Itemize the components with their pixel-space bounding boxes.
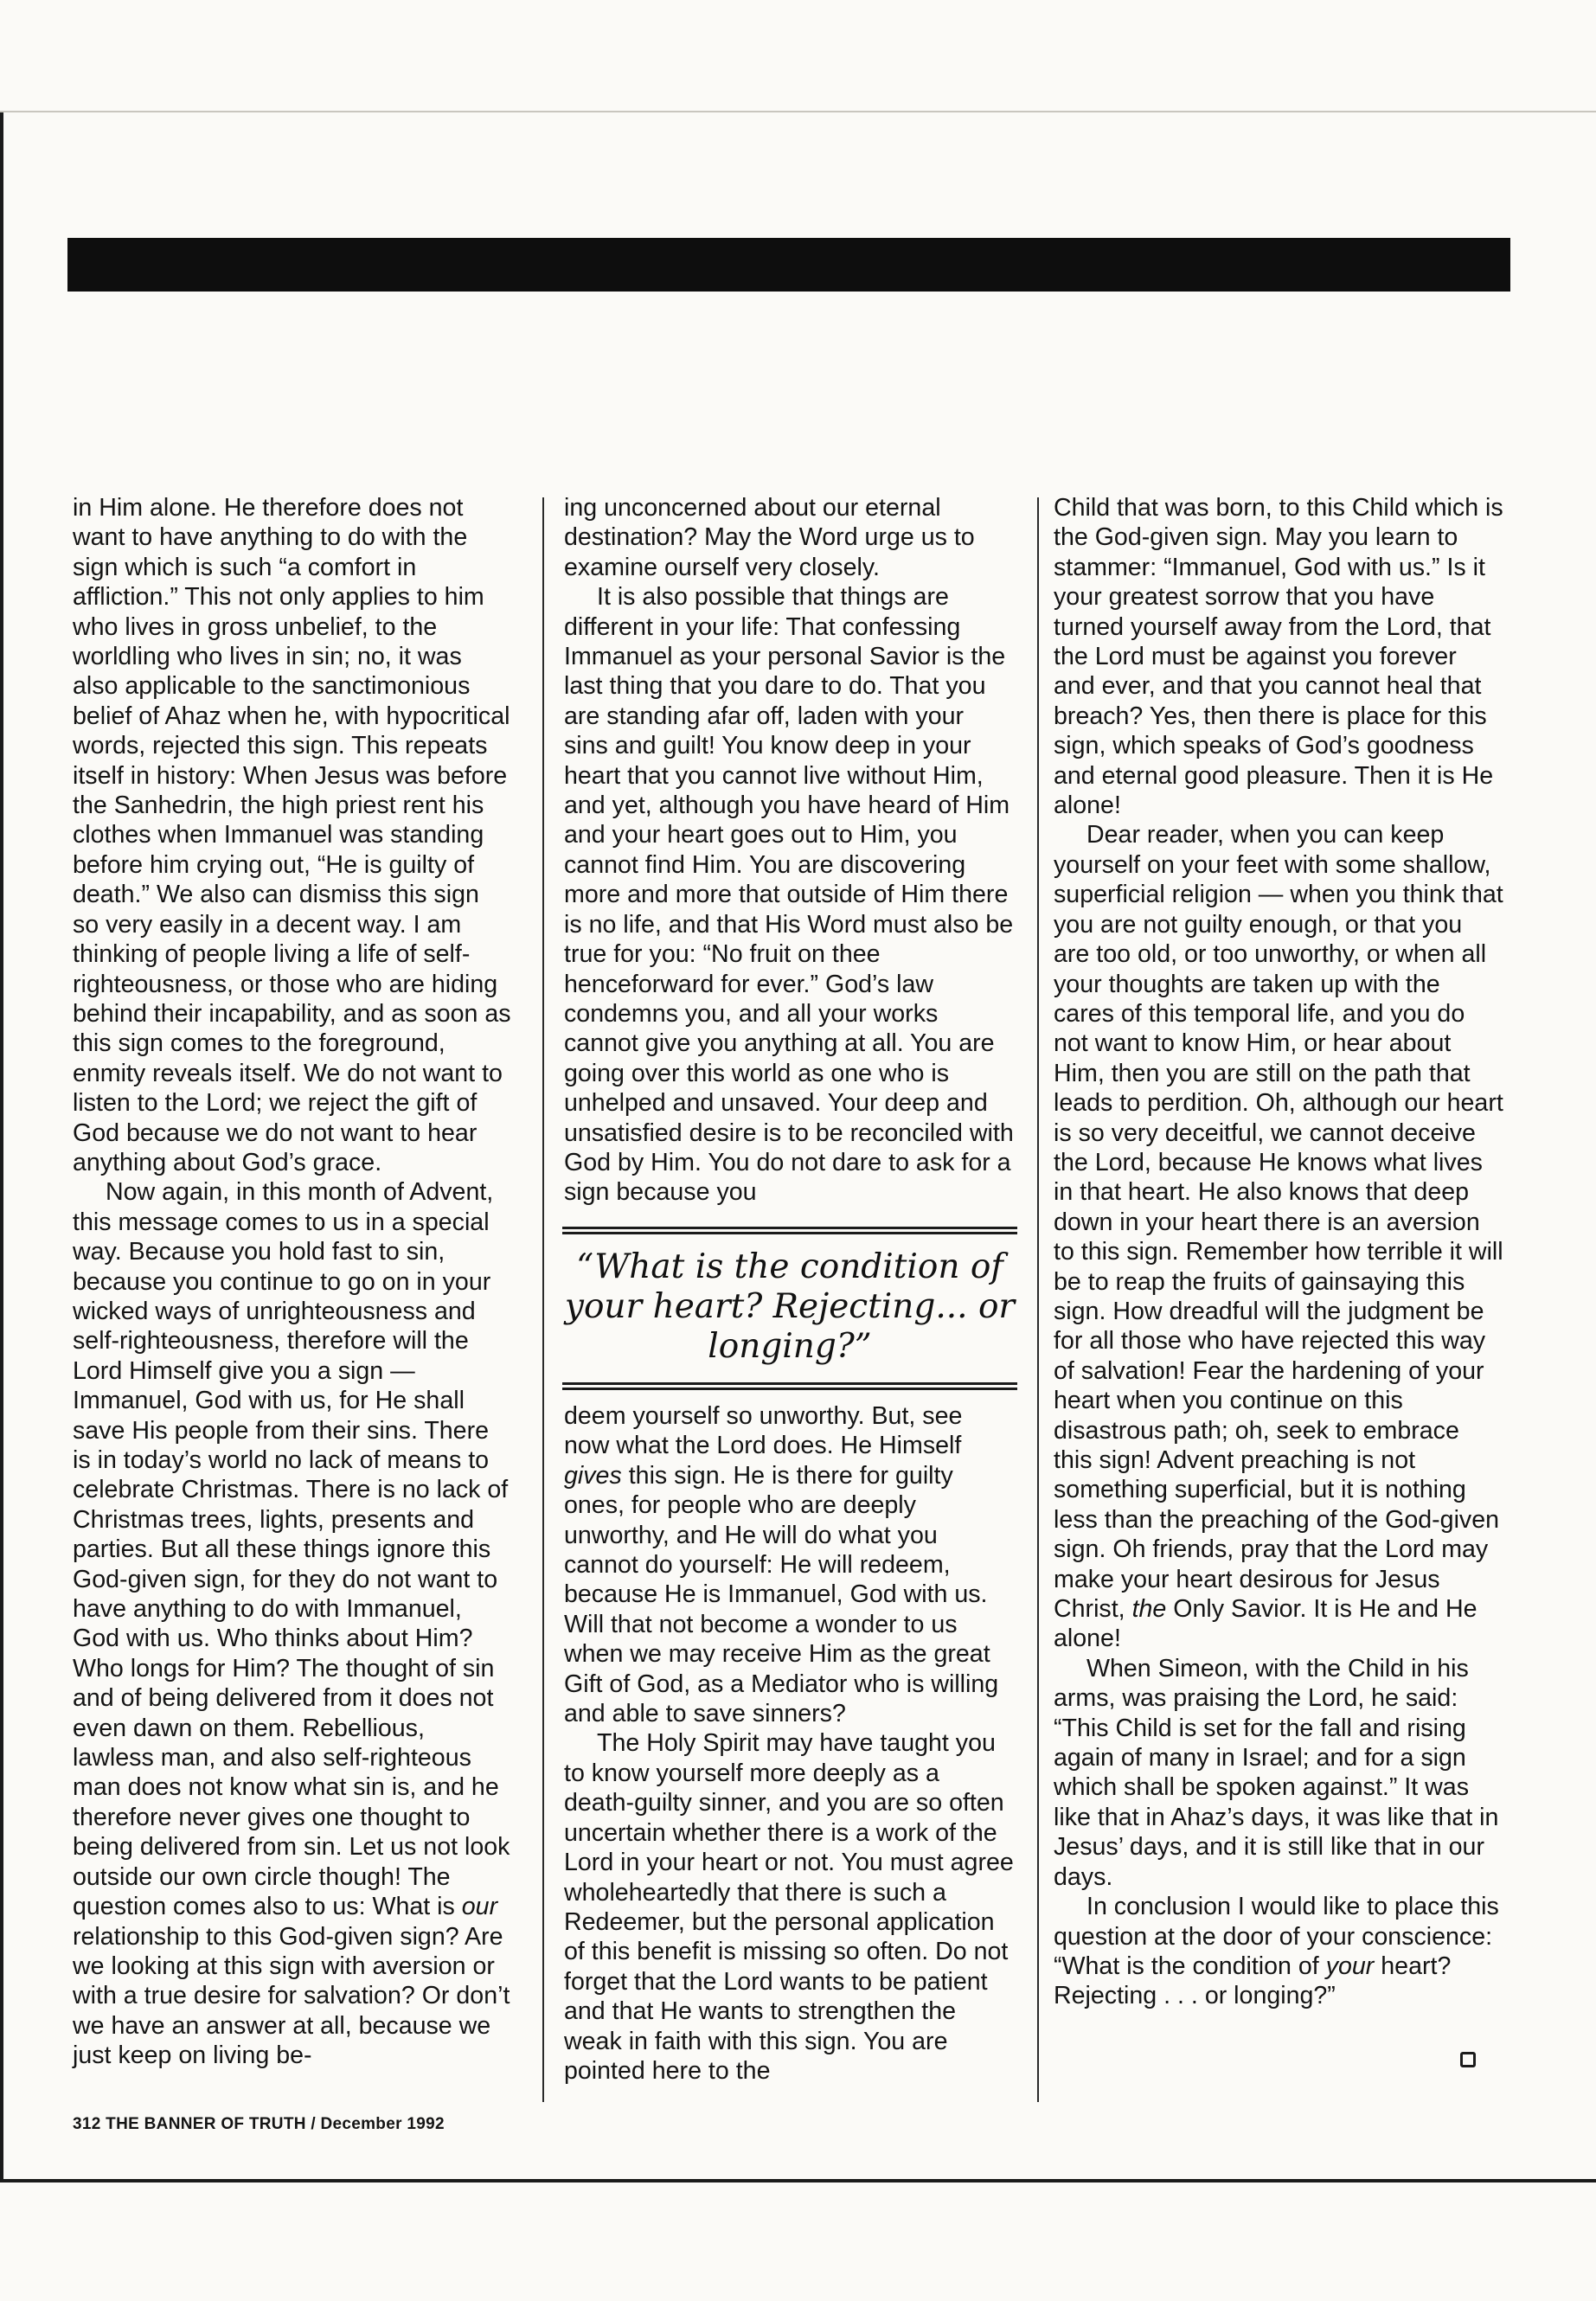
page-top-edge bbox=[0, 111, 1596, 112]
column-3 bbox=[1054, 493, 1503, 2011]
column-rule-1 bbox=[542, 497, 544, 2102]
col1-p2-emphasis: our bbox=[461, 1893, 498, 1921]
col3-p4-text: In conclusion I would like to place this question at the door of your conscience: “What is the condition of bbox=[1054, 1893, 1499, 1980]
col2-p3-emphasis: gives bbox=[564, 1461, 622, 1490]
page-folio: 312 THE BANNER OF TRUTH / December 1992 bbox=[73, 2115, 445, 2133]
col2-paragraph-2: It is also possible that things are different in your life: That confessing Immanuel as your personal Savior is the last thing that you dare to do. That you are standing afar off, laden with your sins and guilt! You know deep in your heart that you cannot live without Him, and yet, although you have heard of Him and your heart goes out to Him, you cannot find Him. You are discovering more and more that outside of Him there is no life, and that His Word must also be true for you: “No fruit on thee henceforward for ever.” God’s law condemns you, and all your works cannot give you anything at all. You are going over this world as one who is unhelped and unsaved. Your deep and unsatisfied desire is to be reconciled with God by Him. You do not dare to ask for a sign because you bbox=[564, 583, 1014, 1207]
pull-quote bbox=[562, 1227, 1017, 1391]
col2-paragraph-1: ing unconcerned about our eternal destination? May the Word urge us to examine ourself very closely. bbox=[564, 494, 975, 581]
col2-p3-text: deem yourself so unworthy. But, see now what the Lord does. He Himself bbox=[564, 1402, 963, 1460]
col1-p2-text: Now again, in this month of Advent, this message comes to us in a special way. Because you hold fast to sin, because you continue to go on in your wicked ways of unrighteousness and self-righteousness, therefore will the Lord Himself give you a sign — Immanuel, God with us, for He shall save His people from their sins. There is in today’s world no lack of means to celebrate Christmas. There is no lack of Christmas trees, lights, presents and parties. But all these things ignore this God-given sign, for they do not want to have anything to do with Immanuel, God with us. Who thinks about Him? Who longs for Him? The thought of sin and of being delivered from it does not even dawn on them. Rebellious, lawless man, and also self-righteous man does not know what sin is, and he therefore never gives one thought to being delivered from sin. Let us not look outside our own circle though! The question comes also to us: What is bbox=[73, 1178, 510, 1921]
col3-paragraph-3: When Simeon, with the Child in his arms, was praising the Lord, he said: “This Child is set for the fall and rising again of many in Israel; and for a sign which shall be spoken against.” It was like that in Ahaz’s days, it was like that in Jesus’ days, and it is still like that in our days. bbox=[1054, 1654, 1499, 1891]
col3-paragraph-4 bbox=[1054, 1892, 1503, 2011]
col3-p4-emphasis: your bbox=[1325, 1952, 1375, 1980]
col3-paragraph-1: Child that was born, to this Child which is the God-given sign. May you learn to stammer: “Immanuel, God with us.” Is it your greatest sorrow that you have turned yourself away from the Lord, that the Lord must be against you forever and ever, and that you cannot heal that breach? Yes, then there is place for this sign, which speaks of God’s goodness and eternal good pleasure. Then it is He alone! bbox=[1054, 494, 1503, 820]
col3-p2-emphasis: the bbox=[1131, 1595, 1167, 1624]
header-bar bbox=[67, 238, 1510, 292]
col2-paragraph-3 bbox=[564, 1401, 1014, 1728]
page-left-edge bbox=[0, 112, 3, 2180]
col3-p2-text: Dear reader, when you can keep yourself on your feet with some shallow, superficial religion — when you think that you are not guilty enough, or that you are too old, or too unworthy, or when all your thoughts are taken up with the cares of this temporal life, and you do not want to know Him, or hear about Him, then you are still on the path that leads to perdition. Oh, although our heart is so very deceitful, we cannot deceive the Lord, because He knows what lives in that heart. He also knows that deep down in your heart there is an aversion to this sign. Remember how terrible it will be to reap the fruits of gainsaying this sign. How dreadful will the judgment be for all those who have rejected this way of salvation! Fear the hardening of your heart when you continue on this disastrous path; oh, seek to embrace this sign! Advent preaching is not something superficial, but it is nothing less than the preaching of the God-given sign. Oh friends, pray that the Lord may make your heart desirous for Jesus Christ, bbox=[1054, 821, 1503, 1624]
pull-quote-top-rule bbox=[562, 1227, 1017, 1234]
col1-paragraph-1: in Him alone. He therefore does not want to have anything to do with the sign which is such “a comfort in affliction.” This not only applies to him who lives in gross unbelief, to the worldling who lives in sin; no, it was also applicable to the sanctimonious belief of Ahaz when he, with hypocritical words, rejected this sign. This repeats itself in history: When Jesus was before the Sanhedrin, the high priest rent his clothes when Immanuel was standing before him crying out, “He is guilty of death.” We also can dismiss this sign so very easily in a decent way. I am thinking of people living a life of self-righteousness, or those who are hiding behind their incapability, and as soon as this sign comes to the foreground, enmity reveals itself. We do not want to listen to the Lord; we reject the gift of God because we do not want to hear anything about God’s grace. bbox=[73, 494, 511, 1176]
col3-p2-end: Only Savior. It is He and He alone! bbox=[1054, 1595, 1477, 1653]
column-1 bbox=[73, 493, 512, 2071]
column-2 bbox=[564, 493, 1014, 1208]
col3-p4-end: heart? Rejecting . . . or longing?” bbox=[1054, 1952, 1452, 2010]
col2-p3-end: this sign. He is there for guilty ones, for people who are deeply unworthy, and He will do what you cannot do yourself: He will redeem, because He is Immanuel, God with us. Will that not become a wonder to us when we may receive Him as the great Gift of God, as a Mediator who is willing and able to save sinners? bbox=[564, 1461, 999, 1728]
col1-p2-end: relationship to this God-given sign? Are we looking at this sign with aversion or with a true desire for salvation? Or don’t we have an answer at all, because we just keep on living be- bbox=[73, 1922, 510, 2070]
col2-paragraph-4: The Holy Spirit may have taught you to know yourself more deeply as a death-guilty sinner, and you are so often uncertain whether there is a work of the Lord in your heart or not. You must agree wholeheartedly that there is such a Redeemer, but the personal application of this benefit is missing so often. Do not forget that the Lord wants to be patient and that He wants to strengthen the weak in faith with this sign. You are pointed here to the bbox=[564, 1729, 1014, 2085]
col1-paragraph-2 bbox=[73, 1177, 512, 2070]
column-2-continued bbox=[564, 1401, 1014, 2086]
pull-quote-bottom-rule bbox=[562, 1382, 1017, 1390]
pull-quote-text: “What is the condition of your heart? Rejecting... or longing?” bbox=[564, 1247, 1016, 1366]
col3-paragraph-2 bbox=[1054, 820, 1503, 1653]
page-bottom-edge bbox=[0, 2179, 1596, 2182]
end-mark-icon bbox=[1460, 2052, 1476, 2067]
column-rule-2 bbox=[1037, 497, 1039, 2102]
